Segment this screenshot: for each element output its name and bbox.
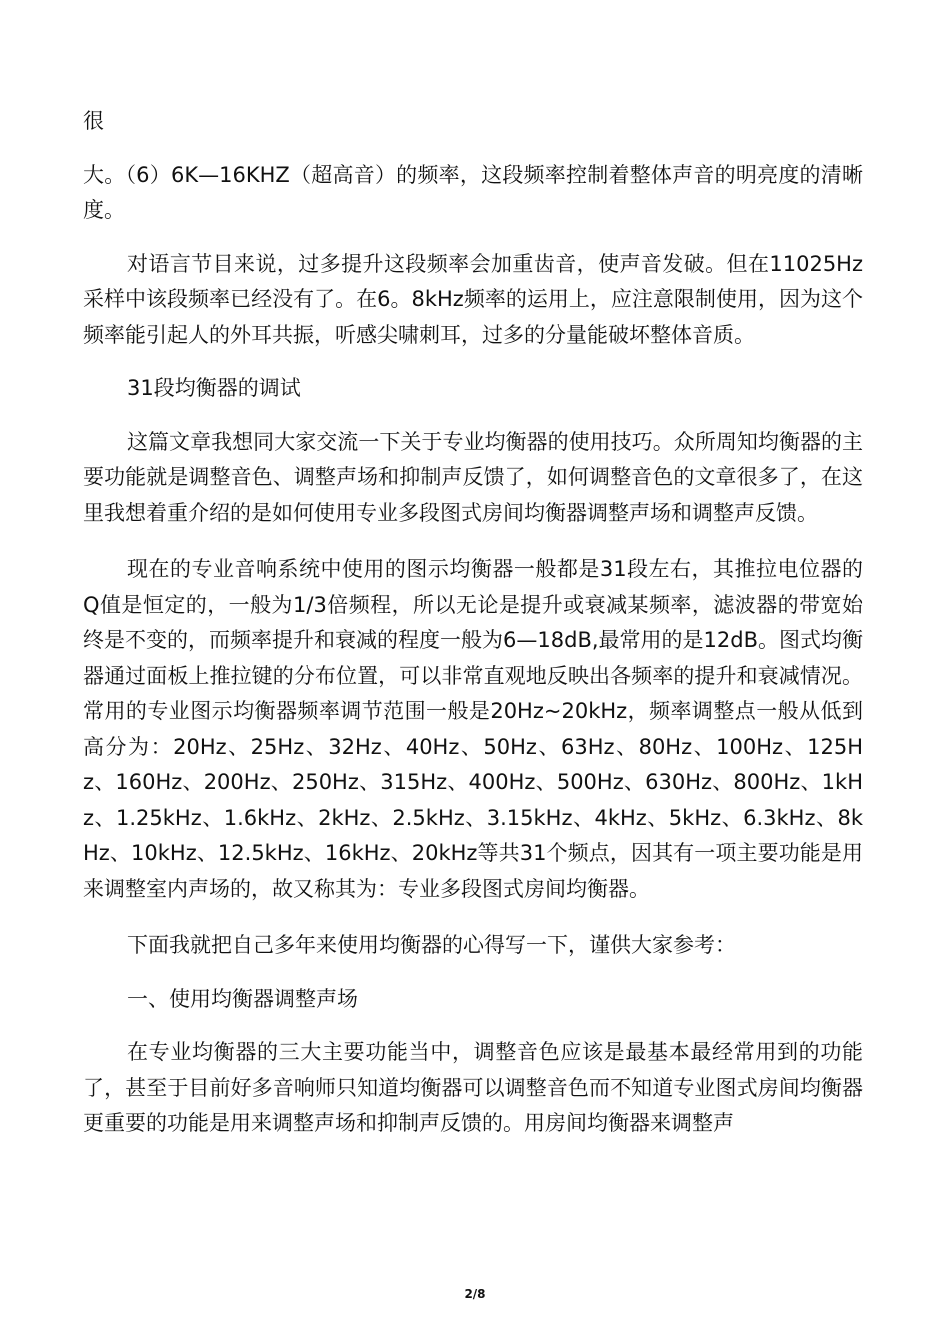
section-heading-sound-field: 一、使用均衡器调整声场 bbox=[127, 986, 358, 1011]
paragraph-super-high-frequency: 大。（6）6K—16KHZ（超高音）的频率，这段频率控制着整体声音的明亮度的清晰度。 bbox=[83, 162, 863, 222]
paragraph-introduction: 这篇文章我想同大家交流一下关于专业均衡器的使用技巧。众所周知均衡器的主要功能就是调整音色、调整声场和抑制声反馈了，如何调整音色的文章很多了，在这里我想着重介绍的是如何使用专业多段图式房间均衡器调整声场和调整声反馈。 bbox=[83, 429, 863, 525]
paragraph-experience: 下面我就把自己多年来使用均衡器的心得写一下，谨供大家参考： bbox=[127, 933, 736, 957]
document-body bbox=[83, 104, 863, 1142]
paragraph-three-functions: 在专业均衡器的三大主要功能当中，调整音色应该是最基本最经常用到的功能了，甚至于目前好多音响师只知道均衡器可以调整音色而不知道专业图式房间均衡器更重要的功能是用来调整声场和抑制声反馈的。用房间均衡器来调整声 bbox=[83, 1040, 863, 1135]
paragraph-speech-programs: 对语言节目来说，过多提升这段频率会加重齿音，使声音发破。但在11025Hz采样中该段频率已经没有了。在6。8kHz频率的运用上，应注意限制使用，因为这个频率能引起人的外耳共振，听感尖啸刺耳，过多的分量能破坏整体音质。 bbox=[83, 251, 863, 347]
paragraph-fragment-top: 很 bbox=[83, 109, 104, 133]
section-heading-31-band: 31段均衡器的调试 bbox=[127, 376, 301, 400]
page-number: 2/8 bbox=[464, 1287, 486, 1301]
paragraph-graphic-eq-details: 现在的专业音响系统中使用的图示均衡器一般都是31段左右，其推拉电位器的Q值是恒定的，一般为1/3倍频程，所以无论是提升或衰减某频率，滤波器的带宽始终是不变的，而频率提升和衰减的程度一般为6—18dB,最常用的是12dB。图式均衡器通过面板上推拉键的分布位置，可以非常直观地反映出各频率的提升和衰减情况。常用的专业图示均衡器频率调节范围一般是20Hz~20kHz，频率调整点一般从低到高分为：20Hz、25Hz、32Hz、40Hz、50Hz、63Hz、80Hz、100Hz、125Hz、160Hz、200Hz、250Hz、315Hz、400Hz、500Hz、630Hz、800Hz、1kHz、1.25kHz、1.6kHz、2kHz、2.5kHz、3.15kHz、4kHz、5kHz、6.3kHz、8kHz、10kHz、12.5kHz、16kHz、20kHz等共31个频点，因其有一项主要功能是用来调整室内声场的，故又称其为：专业多段图式房间均衡器。 bbox=[83, 557, 863, 901]
